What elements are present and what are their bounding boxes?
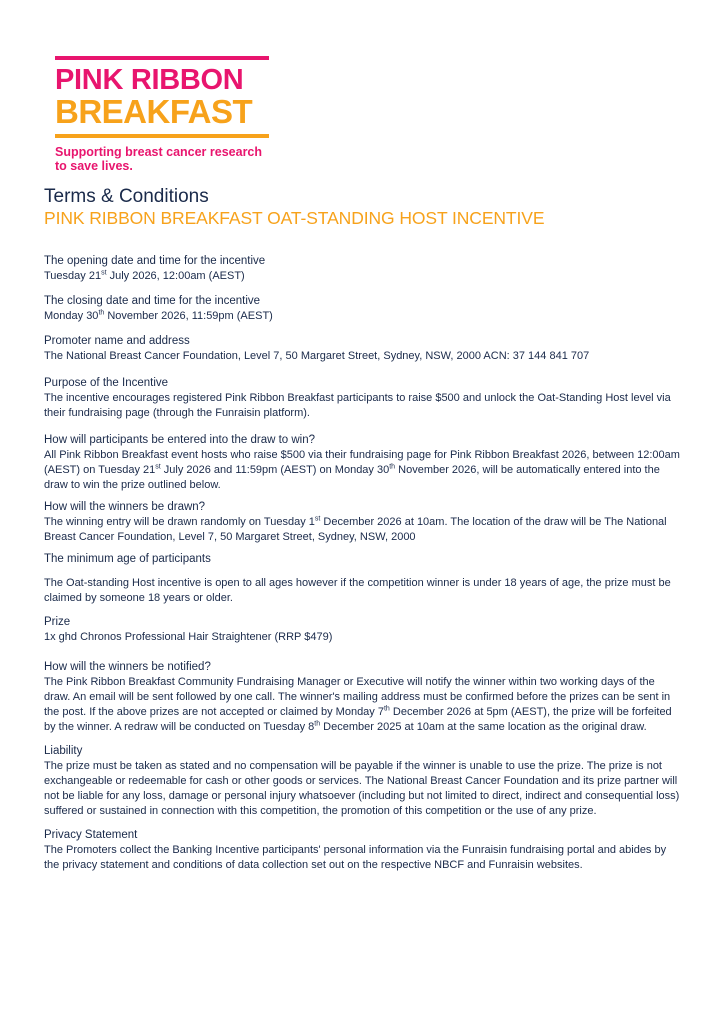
section-body: Monday 30th November 2026, 11:59pm (AEST) <box>44 309 273 322</box>
section-body: 1x ghd Chronos Professional Hair Straightener (RRP $479) <box>44 631 333 643</box>
logo-line-1: PINK RIBBON <box>55 64 244 96</box>
section-heading: Privacy Statement <box>44 829 138 841</box>
section-body: The Pink Ribbon Breakfast Community Fundraising Manager or Executive will notify the winner within two working days of the draw. An email will be sent followed by one call. The winner's mailing address must be confirmed before the prizes can be sent in the post. If the above prizes are not accepted or claimed by Monday 7th December 2026 at 5pm (AEST), the prize will be forfeited by the winner. A redraw will be conducted on Tuesday 8th December 2025 at 10am at the same location as the original draw. <box>44 676 672 733</box>
section-heading: How will the winners be drawn? <box>44 501 206 513</box>
section-body: The Promoters collect the Banking Incentive participants' personal information via the Funraisin fundraising portal and abides by the privacy statement and conditions of data collection set out on the respective NBCF and Funraisin websites. <box>44 844 667 871</box>
section-body: The National Breast Cancer Foundation, Level 7, 50 Margaret Street, Sydney, NSW, 2000 ACN: 37 144 841 707 <box>44 350 590 362</box>
section-heading: The opening date and time for the incentive <box>44 255 266 267</box>
section-heading: How will the winners be notified? <box>44 661 211 673</box>
section-body: The winning entry will be drawn randomly on Tuesday 1st December 2026 at 10am. The location of the draw will be The National Breast Cancer Foundation, Level 7, 50 Margaret Street, Sydney, NSW, 2000 <box>44 515 667 543</box>
section-heading: The closing date and time for the incentive <box>44 295 261 307</box>
page-subtitle: PINK RIBBON BREAKFAST OAT-STANDING HOST INCENTIVE <box>44 208 545 228</box>
terms-section <box>44 375 684 421</box>
logo-tagline: Supporting breast cancer research to save lives. <box>55 145 263 173</box>
terms-section <box>44 614 684 645</box>
section-heading: Promoter name and address <box>44 335 190 347</box>
logo-top-bar <box>55 56 269 60</box>
terms-section <box>44 499 684 545</box>
logo-bottom-bar <box>55 134 269 138</box>
page-title: Terms & Conditions <box>44 186 209 207</box>
section-heading: How will participants be entered into the draw to win? <box>44 434 316 446</box>
section-heading: Purpose of the Incentive <box>44 377 169 389</box>
terms-section <box>44 551 684 606</box>
terms-section <box>44 659 684 735</box>
terms-section <box>44 333 684 364</box>
section-body: Tuesday 21st July 2026, 12:00am (AEST) <box>44 269 245 282</box>
section-body: All Pink Ribbon Breakfast event hosts who raise $500 via their fundraising page for Pink Ribbon Breakfast 2026, between 12:00am (AEST) on Tuesday 21st July 2026 and 11:59pm (AEST) on Monday 30th November 2026, will be automatically entered into the draw to win the prize outlined below. <box>44 449 680 491</box>
terms-section <box>44 743 684 819</box>
section-body: The incentive encourages registered Pink Ribbon Breakfast participants to raise $500 and unlock the Oat-Standing Host level via their fundraising page (through the Funraisin platform). <box>44 392 671 419</box>
logo-line-2: BREAKFAST <box>55 93 253 130</box>
section-body: The Oat-standing Host incentive is open to all ages however if the competition winner is under 18 years of age, the prize must be claimed by someone 18 years or older. <box>44 577 671 604</box>
terms-section <box>44 293 684 324</box>
pink-ribbon-breakfast-logo <box>55 56 269 173</box>
terms-content <box>44 245 684 873</box>
section-body: The prize must be taken as stated and no compensation will be payable if the winner is unable to use the prize. The prize is not exchangeable or redeemable for cash or other goods or services. The National Breast Cancer Foundation and its prize partner will not be liable for any loss, damage or personal injury whatsoever (including but not limited to direct, indirect and consequential loss) suffered or sustained in connection with this competition, the promotion of this competition or the use of any prize. <box>44 760 680 817</box>
section-heading: The minimum age of participants <box>44 553 211 565</box>
terms-section <box>44 432 684 493</box>
terms-section <box>44 253 684 284</box>
terms-section <box>44 827 684 873</box>
section-heading: Liability <box>44 745 83 757</box>
section-heading: Prize <box>44 616 71 628</box>
